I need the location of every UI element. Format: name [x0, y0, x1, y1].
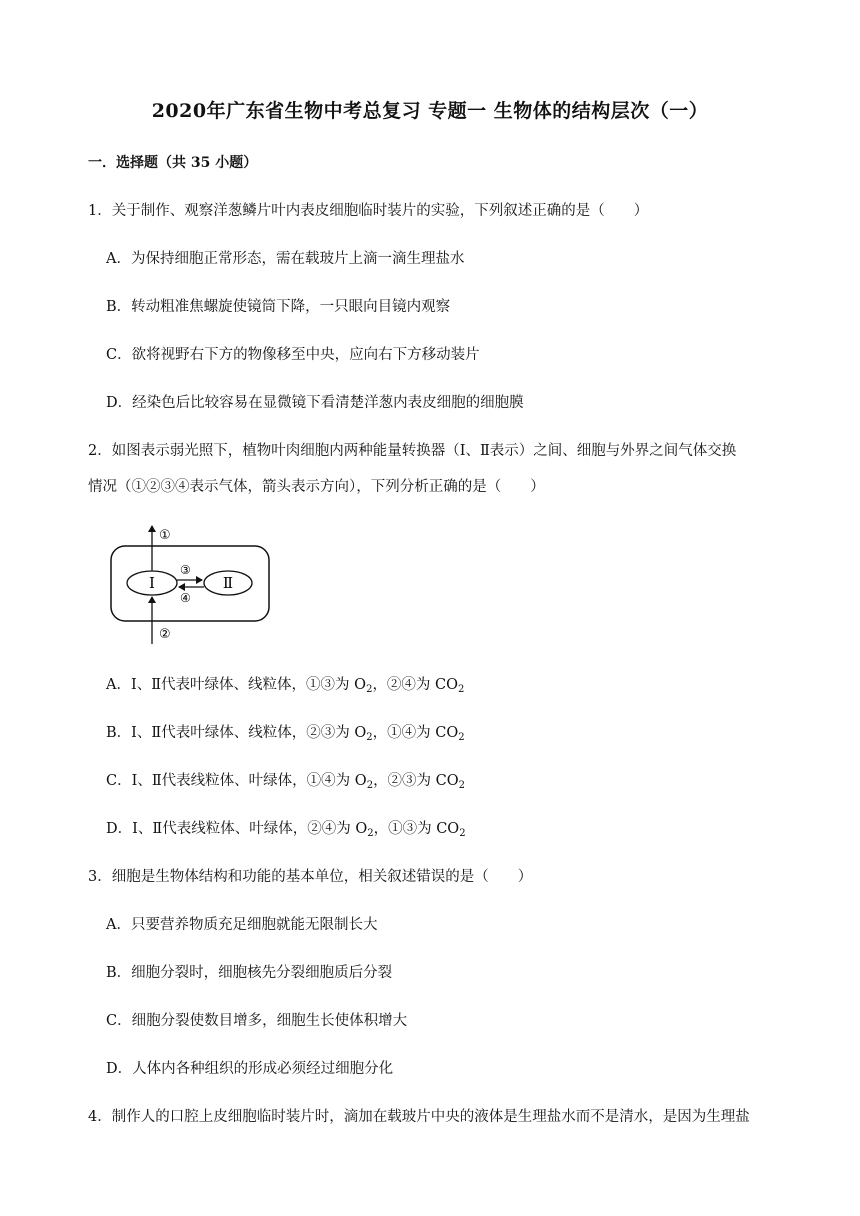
question-2-option-a: A．Ⅰ、Ⅱ代表叶绿体、线粒体，①③为 $O_2$，②④为 $CO_2$ [106, 677, 465, 695]
question-2-option-d: D．Ⅰ、Ⅱ代表线粒体、叶绿体，②④为 $O_2$，①③为 $CO_2$ [106, 821, 466, 839]
gas-4-label: ④ [180, 591, 191, 605]
question-1-option-b: B．转动粗准焦螺旋使镜筒下降，一只眼向目镜内观察 [106, 299, 451, 315]
question-3-option-d: D．人体内各种组织的形成必须经过细胞分化 [106, 1061, 394, 1077]
question-1-option-a: A．为保持细胞正常形态，需在载玻片上滴一滴生理盐水 [106, 251, 465, 267]
question-2-option-b: B．Ⅰ、Ⅱ代表叶绿体、线粒体，②③为 $O_2$，①④为 $CO_2$ [106, 725, 465, 743]
question-3-option-a: A．只要营养物质充足细胞就能无限制长大 [106, 917, 378, 933]
organelle-2-label: Ⅱ [222, 574, 234, 592]
question-3-option-c: C．细胞分裂使数目增多，细胞生长使体积增大 [106, 1013, 408, 1029]
cell-gas-exchange-diagram [106, 520, 276, 650]
cell-outline [111, 546, 269, 621]
question-2-stem-line-1: 2．如图表示弱光照下，植物叶肉细胞内两种能量转换器（Ⅰ、Ⅱ表示）之间、细胞与外界之间气体交换 [88, 443, 737, 459]
question-1-stem: 1．关于制作、观察洋葱鳞片叶内表皮细胞临时装片的实验，下列叙述正确的是（ ） [88, 203, 649, 219]
organelle-1-label: Ⅰ [149, 574, 155, 592]
question-4-stem: 4．制作人的口腔上皮细胞临时装片时，滴加在载玻片中央的液体是生理盐水而不是清水，是因为生理盐 [88, 1109, 750, 1125]
section-heading: 一．选择题（共 35 小题） [88, 155, 258, 171]
gas-3-label: ③ [180, 563, 191, 577]
gas-1-label: ① [159, 528, 171, 543]
question-2-stem-line-2: 情况（①②③④表示气体，箭头表示方向），下列分析正确的是（ ） [88, 479, 545, 495]
question-3-option-b: B．细胞分裂时，细胞核先分裂细胞质后分裂 [106, 965, 393, 981]
question-3-stem: 3．细胞是生物体结构和功能的基本单位，相关叙述错误的是（ ） [88, 869, 533, 885]
question-2-option-c: C．Ⅰ、Ⅱ代表线粒体、叶绿体，①④为 $O_2$，②③为 $CO_2$ [106, 773, 466, 791]
document-title: 2020年广东省生物中考总复习 专题一 生物体的结构层次（一） [151, 100, 709, 122]
question-1-option-d: D．经染色后比较容易在显微镜下看清楚洋葱内表皮细胞的细胞膜 [106, 395, 524, 411]
question-1-option-c: C．欲将视野右下方的物像移至中央，应向右下方移动装片 [106, 347, 480, 363]
gas-2-label: ② [159, 627, 171, 642]
